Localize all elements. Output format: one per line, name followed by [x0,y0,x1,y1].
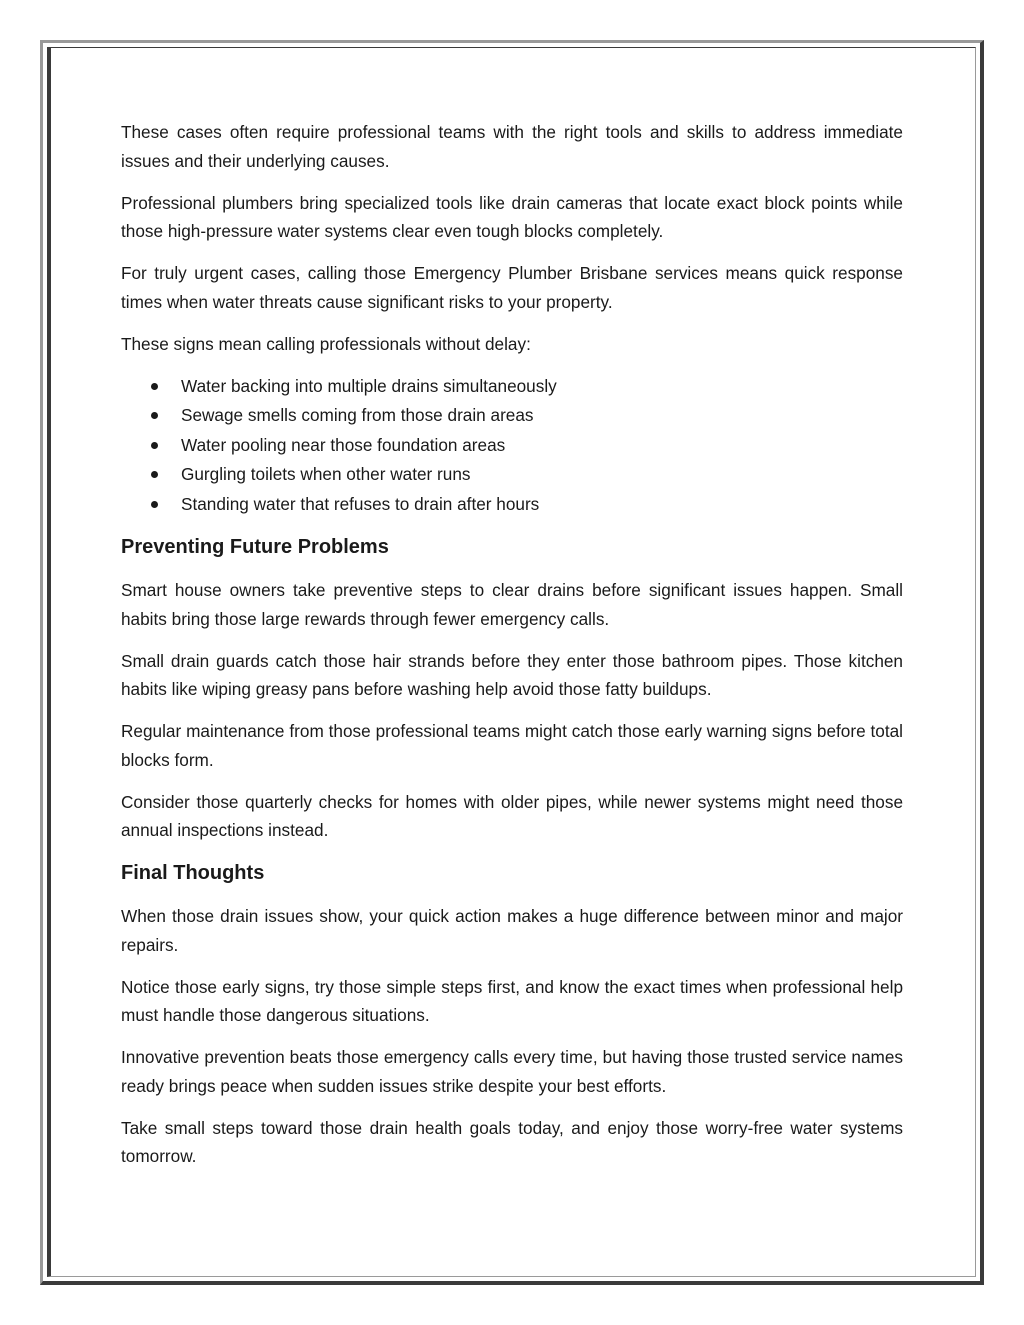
warning-signs-list [121,372,903,520]
bullet-icon [151,442,158,449]
section-heading-preventing: Preventing Future Problems [121,536,389,558]
list-item-text: Sewage smells coming from those drain areas [181,405,534,425]
list-item-text: Gurgling toilets when other water runs [181,464,471,484]
paragraph: Smart house owners take preventive steps to clear drains before significant issues happen. Small habits bring those large rewards through fewer emergency calls. [121,580,903,629]
bullet-icon [151,471,158,478]
paragraph: These signs mean calling professionals without delay: [121,333,531,354]
paragraph: Consider those quarterly checks for homes with older pipes, while newer systems might need those annual inspections instead. [121,791,903,840]
list-item-text: Water backing into multiple drains simultaneously [181,375,557,396]
paragraph: When those drain issues show, your quick action makes a huge difference between minor and major repairs. [121,906,903,955]
paragraph: Notice those early signs, try those simple steps first, and know the exact times when professional help must handle those dangerous situations. [121,976,903,1025]
section-heading-final-thoughts: Final Thoughts [121,862,265,884]
list-item [121,460,903,490]
list-item-text: Standing water that refuses to drain after hours [181,493,540,514]
paragraph: For truly urgent cases, calling those Emergency Plumber Brisbane services means quick response times when water threats cause significant risks to your property. [121,263,903,312]
list-item [121,401,903,431]
list-item [121,490,903,520]
paragraph: Innovative prevention beats those emergency calls every time, but having those trusted service names ready brings peace when sudden issues strike despite your best efforts. [121,1047,903,1096]
paragraph: Professional plumbers bring specialized tools like drain cameras that locate exact block points while those high-pressure water systems clear even tough blocks completely. [121,192,903,241]
paragraph: These cases often require professional teams with the right tools and skills to address immediate issues and their underlying causes. [121,122,903,171]
paragraph: Take small steps toward those drain health goals today, and enjoy those worry-free water systems tomorrow. [121,1117,903,1166]
list-item-text: Water pooling near those foundation areas [181,434,506,455]
paragraph: Small drain guards catch those hair strands before they enter those bathroom pipes. Those kitchen habits like wiping greasy pans before washing help avoid those fatty buildups. [121,650,903,699]
bullet-icon [151,383,158,390]
paragraph: Regular maintenance from those professional teams might catch those early warning signs before total blocks form. [121,721,903,770]
list-item [121,431,903,461]
bullet-icon [151,501,158,508]
bullet-icon [151,412,158,419]
list-item [121,372,903,402]
document-body [121,118,903,1184]
